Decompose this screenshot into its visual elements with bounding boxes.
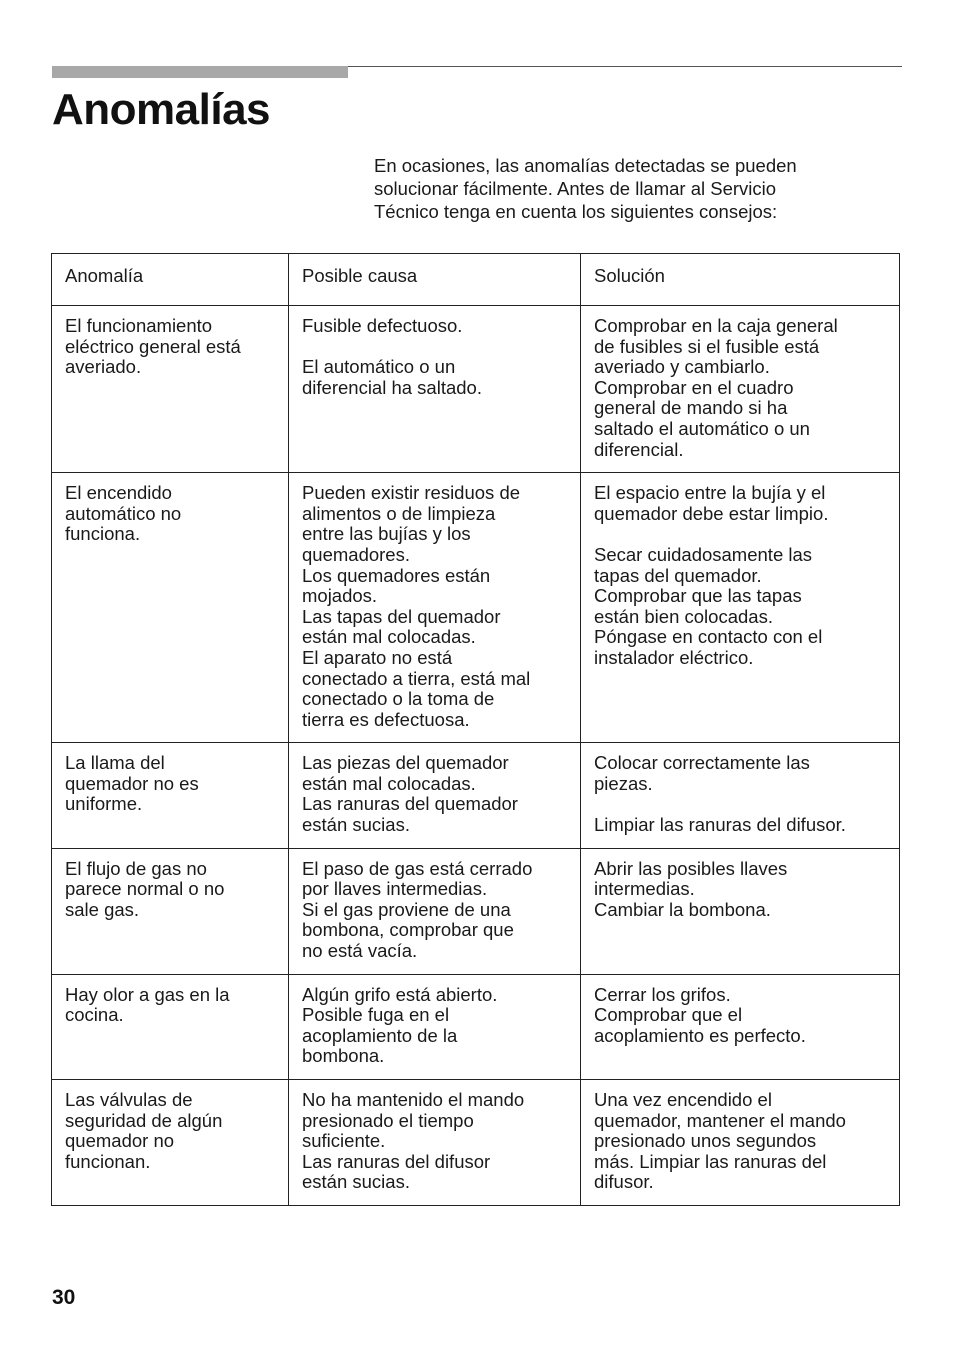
cell-text-line: El espacio entre la bujía y el bbox=[594, 482, 826, 504]
cell-solution bbox=[581, 1080, 900, 1206]
cell-text-line: quemador no es bbox=[65, 772, 199, 794]
cell-text-line: sale gas. bbox=[65, 898, 140, 920]
cell-text-line: acoplamiento de la bbox=[302, 1024, 458, 1046]
cell-text-line: uniforme. bbox=[65, 793, 143, 815]
cell-cause bbox=[289, 1080, 581, 1206]
intro-line: En ocasiones, las anomalías detectadas se pueden bbox=[374, 155, 797, 176]
cell-text-line: conectado o la toma de bbox=[302, 688, 495, 710]
cell-text-line: La llama del bbox=[65, 752, 165, 774]
cell-text-line: automático no bbox=[65, 502, 182, 524]
cell-text-line: seguridad de algún bbox=[65, 1109, 223, 1131]
cell-paragraph bbox=[302, 1090, 567, 1193]
intro-line: Técnico tenga en cuenta los siguientes consejos: bbox=[374, 201, 778, 222]
cell-text-line: Comprobar en el cuadro bbox=[594, 376, 794, 398]
cell-text-line: por llaves intermedias. bbox=[302, 878, 488, 900]
cell-text-line: Posible fuga en el bbox=[302, 1004, 450, 1026]
header-cause: Posible causa bbox=[289, 254, 581, 306]
cell-text-line: piezas. bbox=[594, 772, 653, 794]
cell-text-line: El encendido bbox=[65, 482, 172, 504]
cell-paragraph bbox=[65, 753, 275, 815]
cell-text-line: funcionan. bbox=[65, 1150, 151, 1172]
intro-paragraph bbox=[374, 154, 884, 223]
cell-text-line: Las tapas del quemador bbox=[302, 605, 501, 627]
cell-paragraph bbox=[302, 483, 567, 730]
cell-text-line: parece normal o no bbox=[65, 878, 225, 900]
cell-text-line: están sucias. bbox=[302, 1171, 410, 1193]
cell-cause bbox=[289, 473, 581, 743]
cell-text-line: Limpiar las ranuras del difusor. bbox=[594, 814, 846, 836]
cell-text-line: Algún grifo está abierto. bbox=[302, 983, 498, 1005]
cell-text-line: El funcionamiento bbox=[65, 315, 213, 336]
cell-text-line: alimentos o de limpieza bbox=[302, 502, 496, 524]
cell-text-line: Colocar correctamente las bbox=[594, 752, 810, 774]
cell-text-line: mojados. bbox=[302, 585, 378, 607]
cell-paragraph bbox=[594, 483, 886, 524]
cell-text-line: entre las bujías y los bbox=[302, 523, 471, 545]
cell-text-line: general de mando si ha bbox=[594, 397, 788, 419]
cell-text-line: Las ranuras del difusor bbox=[302, 1150, 491, 1172]
cell-anomaly bbox=[52, 743, 289, 848]
cell-cause bbox=[289, 848, 581, 974]
cell-text-line: Comprobar que las tapas bbox=[594, 585, 802, 607]
cell-paragraph bbox=[65, 483, 275, 545]
cell-text-line: averiado. bbox=[65, 356, 142, 378]
cell-anomaly bbox=[52, 848, 289, 974]
table-row bbox=[52, 1080, 900, 1206]
cell-text-line: cocina. bbox=[65, 1004, 124, 1026]
cell-text-line: suficiente. bbox=[302, 1130, 386, 1152]
cell-text-line: Fusible defectuoso. bbox=[302, 315, 463, 336]
cell-text-line: están bien colocadas. bbox=[594, 605, 773, 627]
cell-anomaly bbox=[52, 473, 289, 743]
cell-text-line: diferencial. bbox=[594, 438, 684, 460]
cell-text-line: Cerrar los grifos. bbox=[594, 983, 731, 1005]
cell-paragraph bbox=[302, 985, 567, 1067]
cell-text-line: de fusibles si el fusible está bbox=[594, 335, 820, 357]
cell-text-line: Abrir las posibles llaves bbox=[594, 857, 788, 879]
page-number: 30 bbox=[52, 1286, 76, 1309]
cell-text-line: diferencial ha saltado. bbox=[302, 376, 482, 398]
cell-text-line: Comprobar que el bbox=[594, 1004, 743, 1026]
cell-paragraph bbox=[594, 753, 886, 794]
cell-solution bbox=[581, 743, 900, 848]
cell-cause bbox=[289, 974, 581, 1079]
header-solution: Solución bbox=[581, 254, 900, 306]
cell-text-line: Hay olor a gas en la bbox=[65, 983, 230, 1005]
cell-anomaly bbox=[52, 974, 289, 1079]
cell-anomaly bbox=[52, 306, 289, 473]
cell-text-line: eléctrico general está bbox=[65, 335, 241, 357]
cell-text-line: El paso de gas está cerrado bbox=[302, 857, 533, 879]
cell-text-line: presionado unos segundos bbox=[594, 1130, 817, 1152]
table-row bbox=[52, 743, 900, 848]
cell-text-line: Si el gas proviene de una bbox=[302, 898, 511, 920]
cell-text-line: bombona. bbox=[302, 1045, 385, 1067]
cell-text-line: bombona, comprobar que bbox=[302, 919, 514, 941]
cell-text-line: Secar cuidadosamente las bbox=[594, 543, 813, 565]
cell-text-line: más. Limpiar las ranuras del bbox=[594, 1150, 827, 1172]
cell-paragraph bbox=[594, 1090, 886, 1193]
cell-paragraph bbox=[302, 357, 567, 398]
cell-text-line: quemadores. bbox=[302, 543, 410, 565]
cell-paragraph bbox=[65, 985, 275, 1026]
cell-paragraph bbox=[65, 859, 275, 921]
cell-text-line: Una vez encendido el bbox=[594, 1089, 772, 1110]
troubleshooting-table bbox=[51, 253, 900, 1206]
cell-text-line: funciona. bbox=[65, 523, 141, 545]
intro-line: solucionar fácilmente. Antes de llamar al Servicio bbox=[374, 178, 777, 199]
cell-text-line: tapas del quemador. bbox=[594, 564, 762, 586]
cell-paragraph bbox=[65, 1090, 275, 1172]
cell-anomaly bbox=[52, 1080, 289, 1206]
cell-text-line: difusor. bbox=[594, 1171, 654, 1193]
cell-text-line: saltado el automático o un bbox=[594, 417, 810, 439]
table-body bbox=[52, 254, 900, 1206]
cell-solution bbox=[581, 848, 900, 974]
cell-text-line: están sucias. bbox=[302, 814, 410, 836]
cell-text-line: Pueden existir residuos de bbox=[302, 482, 521, 504]
cell-solution bbox=[581, 473, 900, 743]
cell-paragraph bbox=[594, 815, 886, 836]
cell-cause bbox=[289, 743, 581, 848]
cell-text-line: El automático o un bbox=[302, 356, 456, 378]
page-title: Anomalías bbox=[52, 85, 271, 134]
cell-text-line: El flujo de gas no bbox=[65, 857, 207, 879]
cell-paragraph bbox=[302, 859, 567, 962]
cell-solution bbox=[581, 306, 900, 473]
cell-text-line: acoplamiento es perfecto. bbox=[594, 1024, 806, 1046]
cell-text-line: presionado el tiempo bbox=[302, 1109, 474, 1131]
header-accent-bar bbox=[52, 66, 348, 78]
table-header-row bbox=[52, 254, 900, 306]
cell-text-line: quemador debe estar limpio. bbox=[594, 502, 829, 524]
cell-text-line: tierra es defectuosa. bbox=[302, 708, 470, 730]
cell-text-line: quemador, mantener el mando bbox=[594, 1109, 846, 1131]
cell-text-line: No ha mantenido el mando bbox=[302, 1089, 525, 1110]
cell-text-line: están mal colocadas. bbox=[302, 772, 476, 794]
cell-text-line: Las ranuras del quemador bbox=[302, 793, 518, 815]
cell-text-line: Cambiar la bombona. bbox=[594, 898, 771, 920]
cell-text-line: conectado a tierra, está mal bbox=[302, 667, 531, 689]
cell-text-line: intermedias. bbox=[594, 878, 695, 900]
cell-text-line: instalador eléctrico. bbox=[594, 646, 754, 668]
cell-paragraph bbox=[594, 985, 886, 1047]
cell-text-line: no está vacía. bbox=[302, 940, 418, 962]
cell-text-line: Las válvulas de bbox=[65, 1089, 193, 1110]
cell-paragraph bbox=[594, 545, 886, 669]
table-row bbox=[52, 848, 900, 974]
cell-paragraph bbox=[65, 316, 275, 378]
table-row bbox=[52, 974, 900, 1079]
cell-text-line: están mal colocadas. bbox=[302, 626, 476, 648]
cell-paragraph bbox=[302, 316, 567, 337]
cell-text-line: Póngase en contacto con el bbox=[594, 626, 823, 648]
table-row bbox=[52, 473, 900, 743]
cell-text-line: averiado y cambiarlo. bbox=[594, 356, 770, 378]
cell-text-line: Comprobar en la caja general bbox=[594, 315, 838, 336]
cell-paragraph bbox=[594, 859, 886, 921]
cell-solution bbox=[581, 974, 900, 1079]
cell-paragraph bbox=[302, 753, 567, 835]
cell-text-line: quemador no bbox=[65, 1130, 175, 1152]
header-anomaly: Anomalía bbox=[52, 254, 289, 306]
table-row bbox=[52, 306, 900, 473]
cell-text-line: Los quemadores están bbox=[302, 564, 491, 586]
cell-paragraph bbox=[594, 316, 886, 460]
cell-text-line: Las piezas del quemador bbox=[302, 752, 509, 774]
cell-cause bbox=[289, 306, 581, 473]
cell-text-line: El aparato no está bbox=[302, 646, 453, 668]
